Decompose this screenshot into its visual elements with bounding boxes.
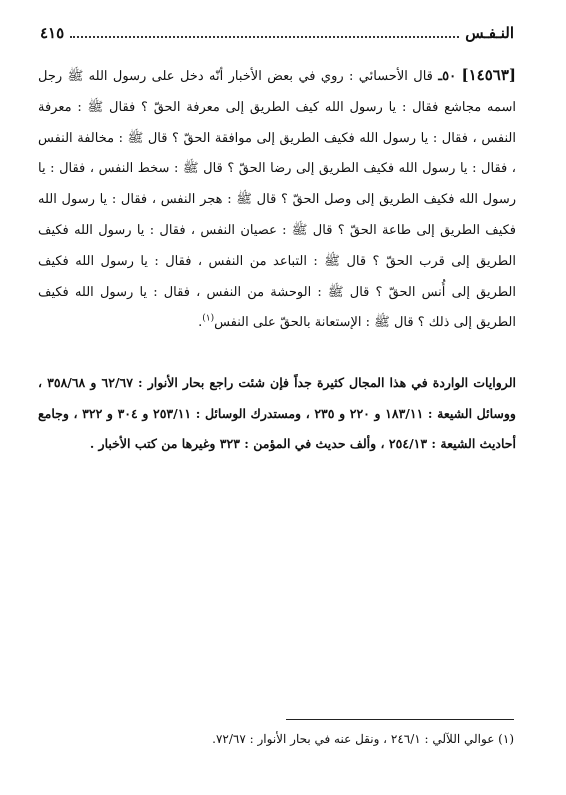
running-title: النـفـس bbox=[465, 24, 514, 42]
page-header bbox=[40, 24, 514, 44]
page-number: ٤١٥ bbox=[40, 24, 65, 42]
entry-line: النفس ، فقال : يا رسول الله فكيف الطريق إلى أُنس الحقّ ؟ قال ﷺ : الوحشة من bbox=[38, 253, 517, 300]
entry-line: النفس ، فقال : يا رسول الله فكيف الطريق إلى طاعة الحقّ ؟ قال ﷺ : عصيان bbox=[38, 192, 517, 238]
entry-line: مخالفة النفس ، فقال : يا رسول الله فكيف الطريق إلى رضا الحقّ ؟ قال ﷺ : سخط bbox=[38, 130, 516, 177]
hadith-entry bbox=[38, 60, 516, 339]
entry-line: النفس ، فقال : يا رسول الله فكيف الطريق إلى وصل الحقّ ؟ قال ﷺ : هجر bbox=[38, 161, 516, 208]
editor-note bbox=[38, 368, 516, 460]
note-line: ٣٥٨/٦٨ ، ووسائل الشيعة : ١٨٣/١١ و ٢٢٠ و ٢٣٥ ، ومستدرك الوسائل : ٢٥٣/١١ bbox=[38, 375, 516, 421]
entry-number: [١٤٥٦٣] bbox=[461, 66, 516, 84]
entry-line: النفس ، فقال : يا رسول الله فكيف الطريق إلى قرب الحقّ ؟ قال ﷺ : التباعد من bbox=[38, 222, 517, 269]
note-line: و ٣٠٤ و ٣٢٢ ، وجامع أحاديث الشيعة : ٢٥٤/١٣ ، وألف حديث في المؤمن : bbox=[38, 405, 516, 451]
note-line: الروايات الواردة في هذا المجال كثيرة جداً فإن شئت راجع بحار الأنوار : ٦٢/٦٧ و bbox=[90, 375, 516, 390]
note-line: ٣٢٣ وغيرها من كتب الأخبار . bbox=[89, 436, 240, 451]
footnote-marker: (١) bbox=[202, 314, 215, 325]
footnote-divider bbox=[286, 719, 514, 720]
entry-line: النفس ، فقال : يا رسول الله فكيف الطريق إلى ذلك ؟ قال ﷺ : الإستعانة بالحقّ bbox=[38, 284, 516, 331]
dotted-leader bbox=[70, 36, 459, 38]
entry-line: معرفة النفس ، فقال : يا رسول الله فكيف الطريق إلى موافقة الحقّ ؟ قال ﷺ : bbox=[38, 99, 516, 146]
end-punctuation: . bbox=[198, 315, 203, 331]
footnote: (١) عوالي اللآلي : ٢٤٦/١ ، ونقل عنه في بحار الأنوار : ٧٢/٦٧. bbox=[212, 732, 514, 746]
entry-line: قال الأحسائي : روي في بعض الأخبار أنّه دخل على رسول الله ﷺ bbox=[67, 69, 433, 84]
entry-line: على النفس bbox=[214, 315, 276, 331]
entry-line: رجل اسمه مجاشع فقال : يا رسول الله كيف الطريق إلى معرفة الحقّ ؟ فقال ﷺ : bbox=[38, 69, 516, 115]
entry-sub-number: ٥٠ـ bbox=[438, 69, 457, 84]
